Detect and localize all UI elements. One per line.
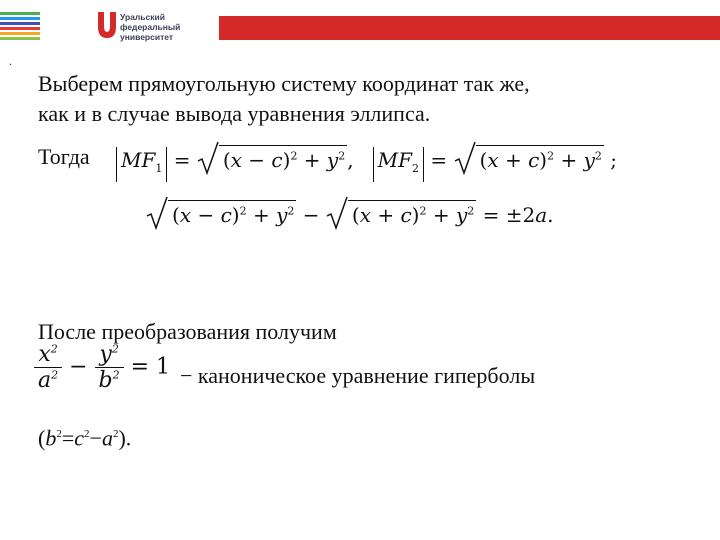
exp-b: 2 xyxy=(56,428,62,440)
text-line-1: Выберем прямоугольную систему координат так же, xyxy=(38,71,530,96)
parameter-relation xyxy=(38,420,131,452)
focal-distances-formula: $MF_1$ = $(x - c)^2 + y^2$ , $MF_2$ = $(x + c)^2 + y^2$ ; xyxy=(116,145,617,182)
var-b: b xyxy=(45,425,57,451)
university-name-line: Уральский xyxy=(120,12,165,22)
exp-a: 2 xyxy=(112,428,119,440)
color-stripes xyxy=(0,12,44,44)
university-name xyxy=(120,12,180,42)
var-c: c xyxy=(74,425,85,451)
var-a: a xyxy=(101,425,113,451)
paren-close: ). xyxy=(118,425,132,451)
minus-sign: − xyxy=(89,425,102,451)
header-accent-bar xyxy=(219,16,720,40)
exp-c: 2 xyxy=(84,428,90,440)
distance-difference-formula: $(x - c)^2 + y^2$ − $(x + c)^2 + y^2 = \pm 2a$. xyxy=(146,200,554,227)
university-name-line: федеральный xyxy=(120,22,181,32)
slide-header xyxy=(0,0,720,48)
then-label: Тогда xyxy=(38,144,90,169)
university-name-line: университет xyxy=(120,32,174,42)
hyperbola-equation: $\frac{x^2}{a^2}$ − $\frac{y^2}{b^2}$ = 1 xyxy=(34,342,170,393)
bullet-dot: . xyxy=(9,54,12,68)
after-transform-line: После преобразования получим xyxy=(38,319,337,344)
text-line-2: как и в случае вывода уравнения эллипса. xyxy=(38,101,431,126)
paren-open: ( xyxy=(38,425,46,451)
equals-sign: = xyxy=(61,425,75,451)
canonical-equation-label: − каноническое уравнение гиперболы xyxy=(180,363,536,388)
ural-university-logo-icon xyxy=(96,10,118,40)
